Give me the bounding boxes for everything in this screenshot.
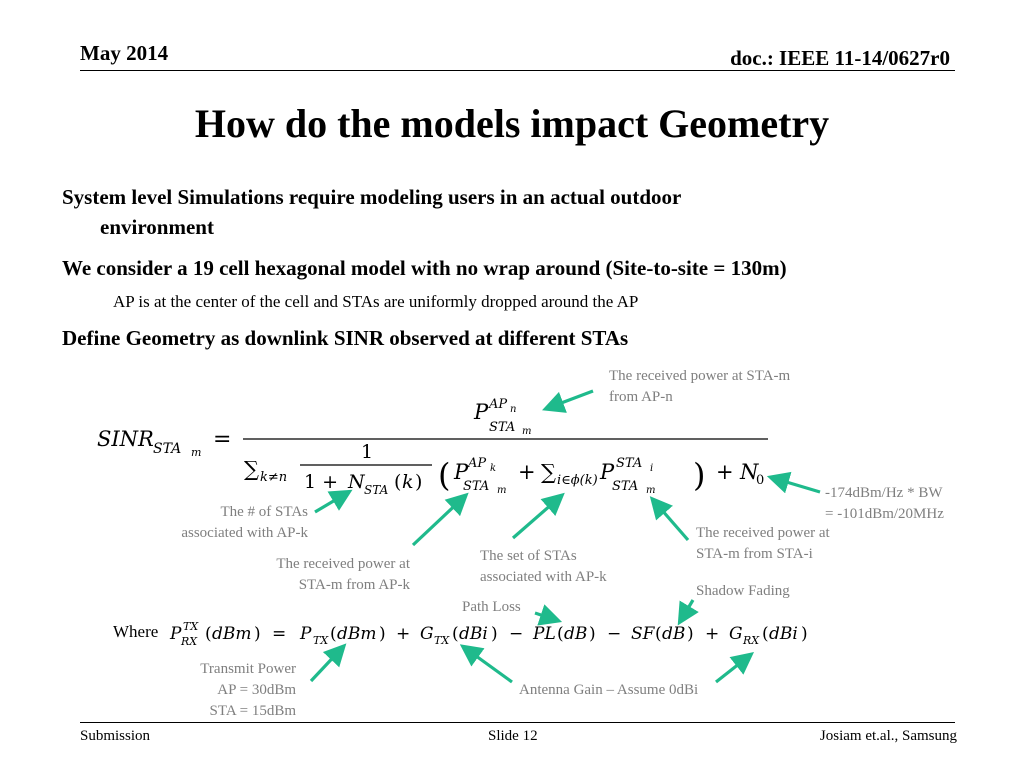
annotation-line: AP = 30dBm (217, 682, 296, 698)
arrow-path-loss (535, 613, 556, 620)
svg-text:(: ( (438, 456, 451, 494)
svg-text:STA: STA (616, 456, 643, 471)
svg-text:dB: dB (564, 624, 588, 644)
svg-text:RX: RX (743, 634, 760, 647)
svg-text:m: m (522, 426, 532, 437)
svg-text:−: − (509, 624, 524, 644)
svg-text:TX: TX (313, 634, 329, 647)
header-doc-id: doc.: IEEE 11-14/0627r0 (730, 46, 950, 70)
where-label: Where (113, 622, 159, 641)
svg-text:(: ( (330, 624, 337, 644)
svg-text:k≠n: k≠n (260, 470, 288, 485)
svg-text:RX: RX (181, 635, 198, 648)
arrow-antenna-rx (716, 656, 749, 682)
svg-text:dBm: dBm (212, 624, 252, 644)
bullet-hex-model: We consider a 19 cell hexagonal model with no wrap around (Site-to-site = 130m) (62, 256, 787, 280)
annotation-shadow-fading: Shadow Fading (696, 583, 790, 599)
arrow-recv-ap-k (413, 497, 464, 545)
arrow-set-stas (513, 497, 560, 538)
footer-submission: Submission (80, 728, 151, 744)
sub-bullet-ap-center: AP is at the center of the cell and STAs are uniformly dropped around the AP (113, 292, 639, 311)
svg-text:P: P (300, 624, 312, 644)
bullet-simulations-cont: environment (100, 215, 214, 239)
sinr-equation (97, 397, 768, 497)
annotation-line: from AP-n (609, 389, 673, 405)
svg-text:): ) (415, 471, 423, 493)
svg-text:n: n (510, 404, 517, 415)
annotation-line: STA-m from AP-k (298, 577, 410, 593)
annotation-path-loss: Path Loss (462, 599, 521, 615)
slide-title: How do the models impact Geometry (194, 101, 830, 146)
svg-text:1: 1 (361, 441, 374, 463)
arrow-shadow (681, 600, 693, 620)
svg-text:(: ( (205, 624, 212, 644)
svg-text:(: ( (452, 624, 459, 644)
svg-text:): ) (379, 624, 386, 644)
svg-text:TX: TX (434, 634, 450, 647)
svg-text:): ) (491, 624, 498, 644)
bullet-simulations: System level Simulations require modeling users in an actual outdoor (62, 185, 682, 209)
svg-text:m: m (191, 446, 202, 459)
svg-text:PL: PL (533, 624, 556, 644)
svg-text:N: N (740, 460, 759, 484)
svg-text:dBi: dBi (769, 624, 798, 644)
annotation-transmit-power (160, 659, 296, 722)
svg-text:G: G (420, 624, 434, 644)
svg-text:i∈ϕ(k): i∈ϕ(k) (557, 473, 598, 488)
svg-text:i: i (650, 463, 654, 474)
annotation-line: The set of STAs (480, 548, 577, 564)
svg-text:∑: ∑ (244, 457, 259, 481)
svg-text:AP: AP (489, 397, 508, 412)
svg-text:P: P (454, 460, 469, 484)
svg-text:SINR: SINR (97, 427, 154, 451)
svg-text:+: + (716, 460, 734, 484)
annotation-line: The # of STAs (220, 504, 308, 520)
svg-text:0: 0 (756, 473, 765, 488)
annotation-line: associated with AP-k (181, 525, 308, 541)
svg-text:): ) (693, 456, 706, 494)
svg-text:P: P (170, 624, 182, 644)
svg-text:STA: STA (364, 483, 389, 497)
svg-text:∑: ∑ (541, 460, 556, 484)
arrow-num-stas (315, 493, 347, 512)
annotation-num-stas (150, 502, 308, 544)
annotation-line: Transmit Power (200, 661, 296, 677)
arrow-antenna-tx (465, 648, 512, 682)
svg-text:STA: STA (489, 420, 516, 435)
footer-divider (80, 722, 955, 723)
svg-text:k: k (490, 463, 497, 474)
svg-text:+: + (518, 460, 536, 484)
annotation-line: The received power at (696, 525, 830, 541)
annotation-recv-sta-i (696, 523, 866, 565)
svg-text:dB: dB (662, 624, 686, 644)
svg-text:dBm: dBm (337, 624, 377, 644)
svg-text:+: + (705, 624, 720, 644)
annotation-noise (825, 483, 965, 525)
footer-slide-number: Slide 12 (488, 728, 538, 744)
annotation-set-stas (480, 546, 640, 588)
svg-text:dBi: dBi (459, 624, 488, 644)
svg-text:STA: STA (463, 479, 490, 494)
footer-author: Josiam et.al., Samsung (819, 728, 957, 744)
svg-text:(: ( (762, 624, 769, 644)
svg-text:STA: STA (612, 479, 639, 494)
annotation-line: = -101dBm/20MHz (825, 506, 944, 522)
annotation-line: associated with AP-k (480, 569, 607, 585)
svg-text:m: m (646, 485, 656, 496)
arrow-noise (773, 478, 820, 492)
svg-text:−: − (607, 624, 622, 644)
svg-text:N: N (348, 471, 365, 493)
svg-text:G: G (729, 624, 743, 644)
svg-text:): ) (687, 624, 694, 644)
svg-text:SF: SF (631, 624, 655, 644)
svg-text:+: + (396, 624, 411, 644)
arrow-recv-sta-i (654, 501, 688, 540)
arrow-tx-power (311, 648, 342, 681)
svg-text:P: P (600, 460, 615, 484)
svg-text:(: ( (655, 624, 662, 644)
svg-text:=: = (272, 624, 287, 644)
svg-text:P: P (474, 400, 489, 424)
svg-text:): ) (254, 624, 261, 644)
annotation-line: STA = 15dBm (209, 703, 296, 719)
annotation-antenna-gain: Antenna Gain – Assume 0dBi (519, 682, 699, 698)
svg-text:(: ( (394, 471, 402, 493)
svg-text:STA: STA (153, 441, 182, 457)
annotation-line: The received power at (276, 556, 410, 572)
annotation-recv-ap-n (609, 366, 829, 408)
bullet-geometry-def: Define Geometry as downlink SINR observed at different STAs (62, 326, 629, 350)
arrow-recv-ap-n (548, 391, 593, 408)
annotation-recv-ap-k (245, 554, 410, 596)
svg-text:): ) (801, 624, 808, 644)
svg-text:1 +: 1 + (304, 471, 339, 493)
svg-text:AP: AP (468, 456, 487, 471)
annotation-line: The received power at STA-m (609, 368, 791, 384)
header-date: May 2014 (80, 41, 169, 65)
svg-text:TX: TX (183, 620, 199, 633)
svg-text:(: ( (557, 624, 564, 644)
svg-text:): ) (589, 624, 596, 644)
svg-text:k: k (402, 471, 414, 493)
power-equation (169, 620, 808, 648)
svg-text:=: = (213, 427, 232, 452)
annotation-line: -174dBm/Hz * BW (825, 485, 943, 501)
annotation-line: STA-m from STA-i (696, 546, 813, 562)
svg-text:m: m (497, 485, 507, 496)
